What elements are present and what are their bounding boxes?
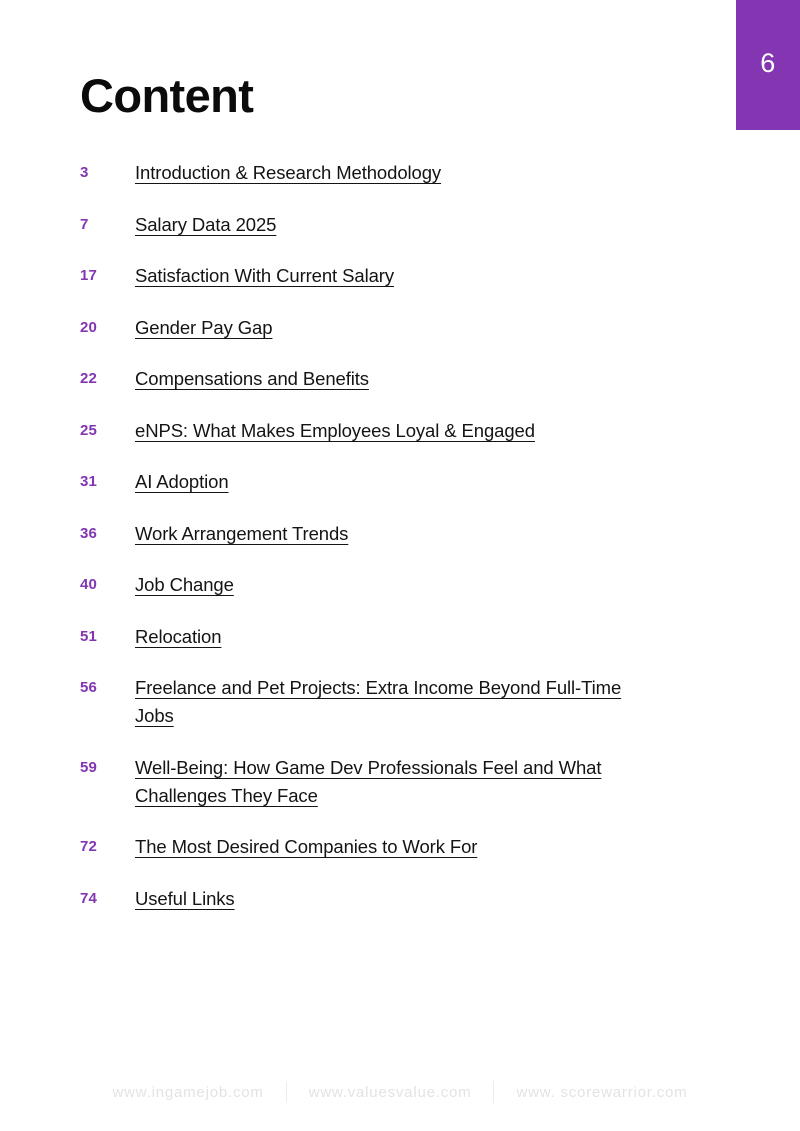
toc-entry-page-number: 72 — [80, 838, 98, 855]
toc-entry-page-number: 31 — [80, 473, 98, 490]
toc-entry-link[interactable] — [135, 885, 650, 913]
footer-link[interactable]: www. scorewarrior.com — [516, 1083, 688, 1101]
toc-entry-label: Relocation — [135, 625, 222, 647]
toc-entry-page-number: 51 — [80, 627, 98, 645]
toc-entry-page-number: 3 — [80, 164, 89, 181]
toc-entry[interactable] — [80, 211, 720, 239]
toc-entry-label: Salary Data 2025 — [135, 213, 277, 235]
toc-entry[interactable] — [80, 754, 720, 810]
toc-entry-label: Introduction & Research Methodology — [135, 162, 442, 183]
toc-entry-label: eNPS: What Makes Employees Loyal & Engaged — [135, 419, 535, 441]
toc-entry-label: AI Adoption — [135, 471, 229, 492]
toc-entry[interactable] — [80, 262, 720, 290]
toc-entry-label: Freelance and Pet Projects: Extra Income Beyond Full-Time Jobs — [135, 677, 622, 726]
toc-entry-page-number: 40 — [80, 576, 98, 593]
toc-entry[interactable] — [80, 365, 720, 393]
toc-entry-link[interactable] — [135, 211, 650, 239]
toc-entry-page-number: 25 — [80, 421, 98, 439]
footer-link[interactable]: www.ingamejob.com — [112, 1083, 264, 1101]
toc-entry[interactable] — [80, 468, 720, 496]
toc-entry-label: Useful Links — [135, 887, 235, 909]
toc-entry-page-number: 7 — [80, 215, 89, 233]
footer — [0, 1081, 800, 1103]
toc-entry[interactable] — [80, 833, 720, 861]
toc-entry-link[interactable] — [135, 520, 650, 548]
toc-entry-label: Gender Pay Gap — [135, 316, 273, 338]
toc-entry-link[interactable] — [135, 417, 650, 445]
toc-entry-label: The Most Desired Companies to Work For — [135, 836, 478, 857]
toc-entry[interactable] — [80, 623, 720, 651]
toc-entry-page-number: 59 — [80, 758, 98, 776]
toc-entry-page-number: 22 — [80, 370, 98, 387]
toc-entry-page-number: 36 — [80, 524, 98, 542]
toc-entry-link[interactable] — [135, 674, 650, 730]
table-of-contents — [80, 159, 720, 913]
toc-entry-link[interactable] — [135, 754, 650, 810]
toc-entry-link[interactable] — [135, 262, 650, 290]
toc-entry-page-number: 56 — [80, 679, 98, 696]
toc-entry[interactable] — [80, 159, 720, 187]
page-number: 6 — [760, 48, 776, 78]
toc-entry-page-number: 20 — [80, 318, 98, 336]
toc-entry[interactable] — [80, 314, 720, 342]
toc-entry-link[interactable] — [135, 468, 650, 496]
toc-entry-page-number: 74 — [80, 889, 98, 907]
toc-entry-label: Satisfaction With Current Salary — [135, 265, 394, 286]
footer-link[interactable]: www.valuesvalue.com — [308, 1083, 472, 1101]
toc-entry[interactable] — [80, 674, 720, 730]
toc-entry-link[interactable] — [135, 833, 650, 861]
toc-entry-label: Work Arrangement Trends — [135, 522, 349, 544]
toc-entry-link[interactable] — [135, 159, 650, 187]
toc-entry-label: Compensations and Benefits — [135, 368, 369, 389]
page-title: Content — [80, 69, 254, 122]
toc-entry-link[interactable] — [135, 314, 650, 342]
toc-entry-label: Well-Being: How Game Dev Professionals Feel and What Challenges They Face — [135, 756, 602, 806]
toc-entry-link[interactable] — [135, 623, 650, 651]
toc-entry-page-number: 17 — [80, 267, 98, 284]
toc-entry-link[interactable] — [135, 365, 650, 393]
toc-entry-link[interactable] — [135, 571, 650, 599]
toc-entry[interactable] — [80, 520, 720, 548]
toc-entry[interactable] — [80, 885, 720, 913]
toc-entry[interactable] — [80, 571, 720, 599]
toc-entry[interactable] — [80, 417, 720, 445]
toc-entry-label: Job Change — [135, 574, 234, 595]
page-number-badge — [736, 0, 800, 130]
